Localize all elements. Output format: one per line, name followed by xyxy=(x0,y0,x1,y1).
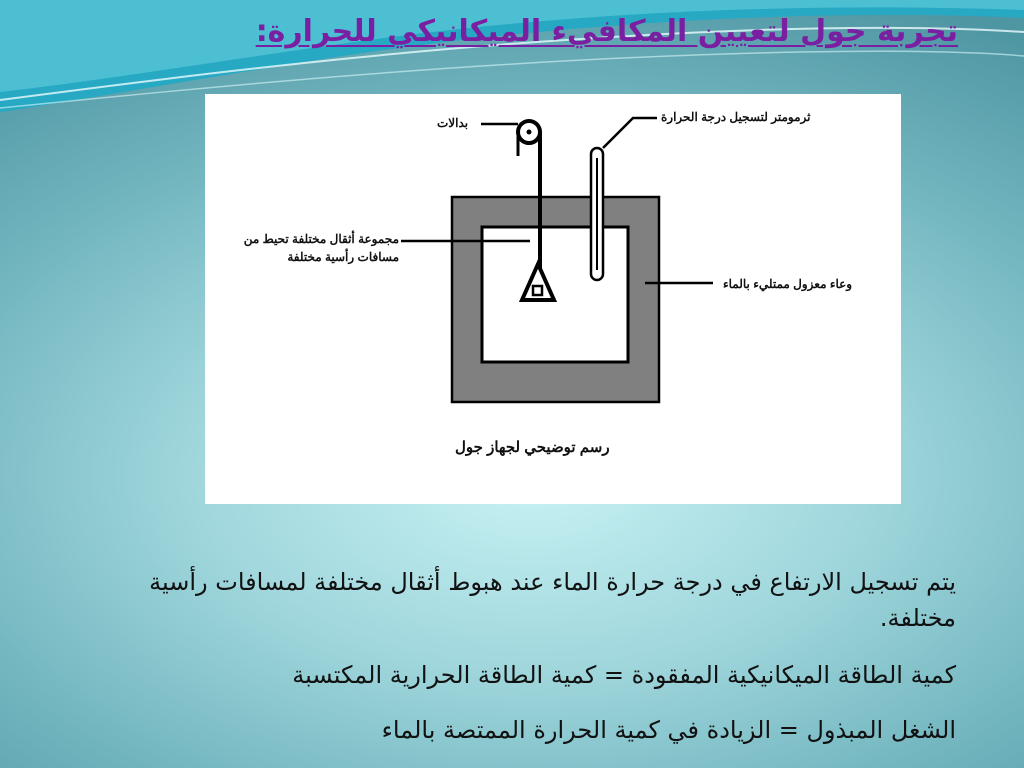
weights-block xyxy=(533,286,542,295)
body-paragraph-3: الشغل المبذول = الزيادة في كمية الحرارة الممتصة بالماء xyxy=(381,716,956,744)
pulley-axle xyxy=(527,130,532,135)
joule-apparatus-figure xyxy=(205,94,901,504)
body-paragraph-2: كمية الطاقة الميكانيكية المفقودة = كمية الطاقة الحرارية المكتسبة xyxy=(292,661,956,689)
thermometer-leader xyxy=(603,118,657,148)
weights-label: مجموعة أثقال مختلفة تحيط من مسافات رأسية مختلفة xyxy=(243,232,399,264)
body-paragraph-1: يتم تسجيل الارتفاع في درجة حرارة الماء عند هبوط أثقال مختلفة لمسافات رأسية مختلفة. xyxy=(149,568,956,632)
figure-caption: رسم توضيحي لجهاز جول xyxy=(455,439,610,456)
vessel-label: وعاء معزول ممتليء بالماء xyxy=(723,277,853,291)
slide-title: تجربة جول لتعيين المكافيء الميكانيكي للحرارة: xyxy=(255,14,958,49)
thermometer-label: ثرمومتر لتسجيل درجة الحرارة xyxy=(661,110,811,124)
water-container xyxy=(482,227,628,362)
pulley-label: بدالات xyxy=(437,116,469,130)
